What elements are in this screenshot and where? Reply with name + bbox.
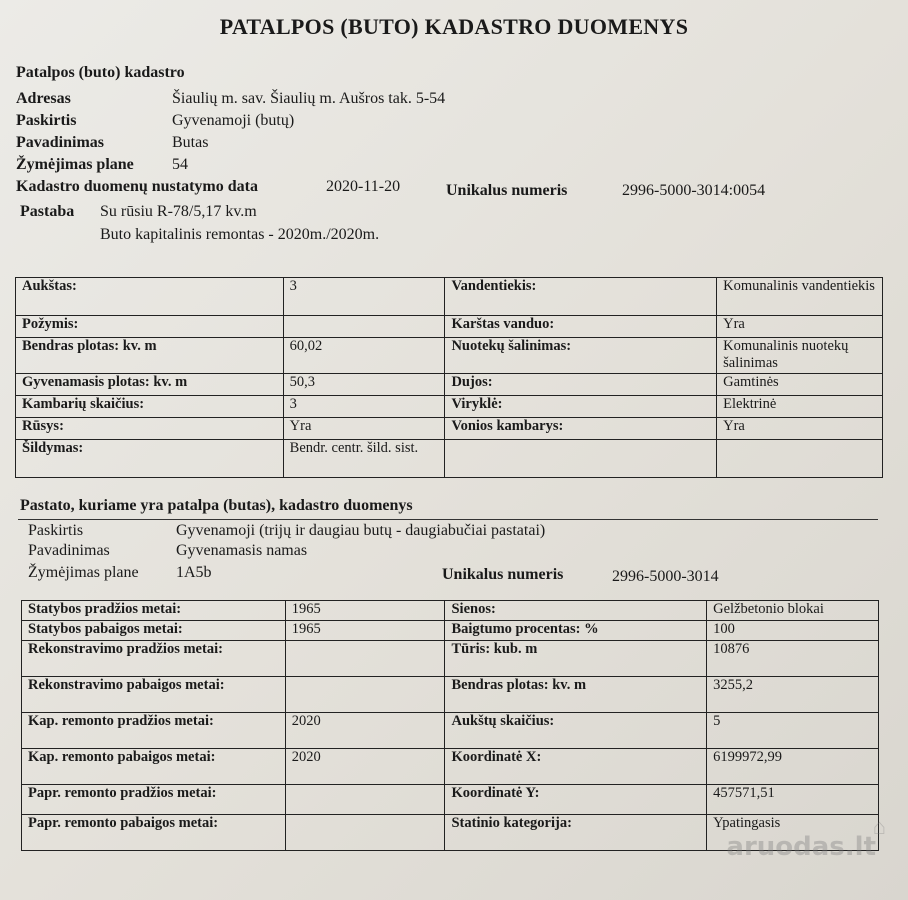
cell-value: Gelžbetonio blokai (707, 601, 879, 621)
cadastre-date-label: Kadastro duomenų nustatymo data (16, 178, 258, 195)
purpose-label: Paskirtis (16, 112, 77, 129)
table-row (22, 785, 879, 815)
cell-value (285, 641, 445, 677)
building-unique-number-value: 2996-5000-3014 (612, 568, 719, 585)
plan-mark-value: 54 (172, 156, 188, 173)
note-line-1: Su rūsiu R-78/5,17 kv.m (100, 203, 257, 220)
cell-label: Tūris: kub. m (445, 641, 707, 677)
name-label: Pavadinimas (16, 134, 105, 151)
cell-label: Papr. remonto pradžios metai: (22, 785, 286, 815)
table-row (22, 749, 879, 785)
address-label: Adresas (16, 90, 71, 107)
cell-value: 60,02 (283, 338, 445, 374)
building-name-label: Pavadinimas (28, 542, 110, 559)
cell-label: Sienos: (445, 601, 707, 621)
building-plan-mark-label: Žymėjimas plane (28, 564, 139, 581)
cell-label: Statybos pradžios metai: (22, 601, 286, 621)
cell-label (445, 440, 717, 478)
name-value: Butas (172, 134, 209, 151)
cell-label: Vandentiekis: (445, 278, 717, 316)
cell-value: Komunalinis vandentiekis (717, 278, 883, 316)
cell-value: 3255,2 (707, 677, 879, 713)
cell-label: Karštas vanduo: (445, 316, 717, 338)
cell-value: 100 (707, 621, 879, 641)
cell-value: Ypatingasis (707, 815, 879, 851)
cell-value: 50,3 (283, 374, 445, 396)
cell-label: Gyvenamasis plotas: kv. m (16, 374, 284, 396)
cell-label: Koordinatė X: (445, 749, 707, 785)
table-row (22, 713, 879, 749)
cell-value: Komunalinis nuotekų šalinimas (717, 338, 883, 374)
cell-label: Papr. remonto pabaigos metai: (22, 815, 286, 851)
cell-label: Kap. remonto pabaigos metai: (22, 749, 286, 785)
document-title: PATALPOS (BUTO) KADASTRO DUOMENYS (219, 14, 689, 39)
table-row (16, 278, 883, 316)
building-purpose-value: Gyvenamoji (trijų ir daugiau butų - daugiabučiai pastatai) (176, 522, 546, 539)
cell-label: Dujos: (445, 374, 717, 396)
cell-value (717, 440, 883, 478)
cell-value: 1965 (285, 621, 445, 641)
cell-value: 2020 (285, 749, 445, 785)
cell-value: 2020 (285, 713, 445, 749)
note-line-2: Buto kapitalinis remontas - 2020m./2020m. (100, 226, 380, 243)
note-label: Pastaba (20, 203, 75, 220)
plan-mark-label: Žymėjimas plane (16, 156, 134, 173)
cell-value: Yra (717, 418, 883, 440)
building-section-title: Pastato, kuriame yra patalpa (butas), kadastro duomenys (20, 497, 413, 514)
unique-number-value: 2996-5000-3014:0054 (622, 182, 766, 199)
cell-value (285, 815, 445, 851)
cell-label: Bendras plotas: kv. m (16, 338, 284, 374)
address-value: Šiaulių m. sav. Šiaulių m. Aušros tak. 5-54 (172, 90, 446, 107)
cell-label: Nuotekų šalinimas: (445, 338, 717, 374)
cell-value: 10876 (707, 641, 879, 677)
table-row (22, 641, 879, 677)
cell-label: Rekonstravimo pradžios metai: (22, 641, 286, 677)
table-row (22, 601, 879, 621)
cell-value: Yra (283, 418, 445, 440)
building-unique-number-label: Unikalus numeris (442, 566, 564, 583)
table-row (16, 440, 883, 478)
cell-label: Statybos pabaigos metai: (22, 621, 286, 641)
cell-value: 1965 (285, 601, 445, 621)
cell-value: 5 (707, 713, 879, 749)
cell-label: Kap. remonto pradžios metai: (22, 713, 286, 749)
building-purpose-label: Paskirtis (28, 522, 84, 539)
table-row (22, 677, 879, 713)
unique-number-label: Unikalus numeris (446, 182, 568, 199)
building-plan-mark-value: 1A5b (176, 564, 212, 581)
table-row (16, 316, 883, 338)
cell-label: Vonios kambarys: (445, 418, 717, 440)
cell-value: 3 (283, 278, 445, 316)
building-name-value: Gyvenamasis namas (176, 542, 308, 559)
purpose-value: Gyvenamoji (butų) (172, 112, 295, 129)
cell-label: Bendras plotas: kv. m (445, 677, 707, 713)
table-row (22, 621, 879, 641)
cell-value (285, 677, 445, 713)
cell-label: Rūsys: (16, 418, 284, 440)
cell-value: Bendr. centr. šild. sist. (283, 440, 445, 478)
cell-label: Viryklė: (445, 396, 717, 418)
cell-value: 6199972,99 (707, 749, 879, 785)
table-row (16, 418, 883, 440)
building-table (21, 600, 879, 851)
cell-value: Gamtinės (717, 374, 883, 396)
cell-label: Statinio kategorija: (445, 815, 707, 851)
cadastre-date-value: 2020-11-20 (326, 178, 401, 195)
table-row (16, 338, 883, 374)
section-divider (18, 519, 878, 520)
apartment-section-title: Patalpos (buto) kadastro (16, 64, 185, 81)
table-row (16, 374, 883, 396)
house-watermark-icon: ⌂ (872, 814, 886, 839)
cell-label: Koordinatė Y: (445, 785, 707, 815)
cell-value (285, 785, 445, 815)
table-row (16, 396, 883, 418)
cell-label: Požymis: (16, 316, 284, 338)
cell-label: Rekonstravimo pabaigos metai: (22, 677, 286, 713)
cell-label: Aukštas: (16, 278, 284, 316)
cell-value: 457571,51 (707, 785, 879, 815)
apartment-table (15, 277, 883, 478)
cell-value (283, 316, 445, 338)
cell-value: Elektrinė (717, 396, 883, 418)
cell-label: Aukštų skaičius: (445, 713, 707, 749)
cell-label: Šildymas: (16, 440, 284, 478)
cell-value: Yra (717, 316, 883, 338)
cell-label: Kambarių skaičius: (16, 396, 284, 418)
cell-label: Baigtumo procentas: % (445, 621, 707, 641)
site-watermark: aruodas.lt (726, 832, 876, 862)
cell-value: 3 (283, 396, 445, 418)
